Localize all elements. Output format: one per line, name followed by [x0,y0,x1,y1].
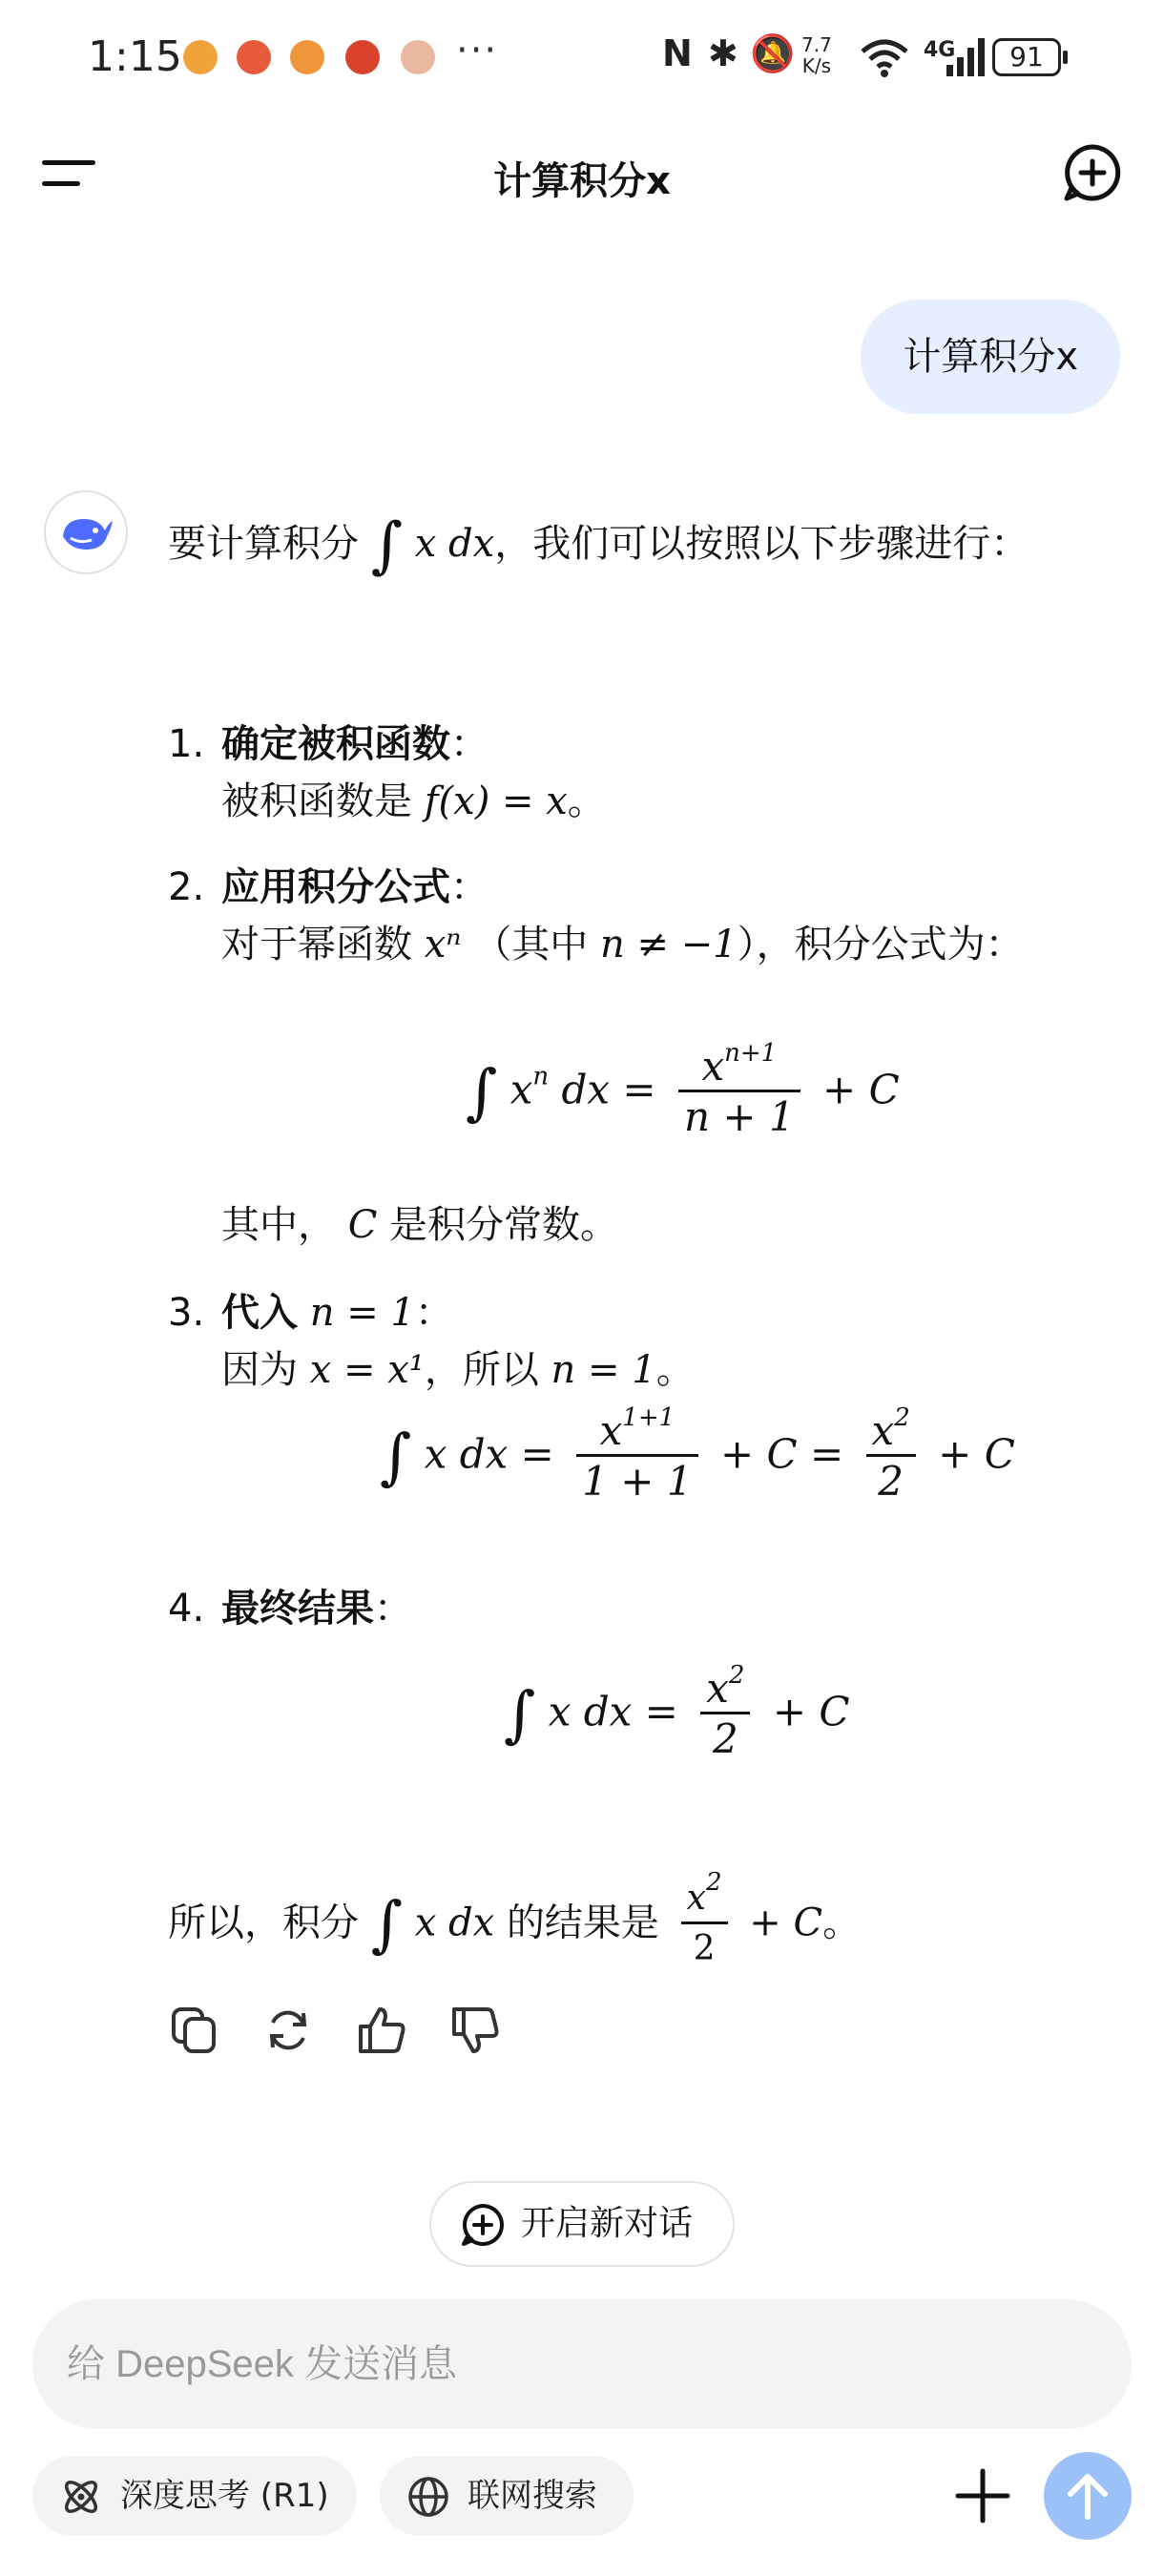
substitution-formula: ∫ x dx = $\frac{x^{1+1}}{1 + 1}$ + C = $\frac{x^2}{2}$ + C [380,1403,1015,1505]
message-input-box[interactable] [32,2299,1132,2429]
arrow-up-icon [1044,2452,1132,2540]
copy-icon[interactable] [168,2004,221,2057]
send-button[interactable] [1044,2452,1132,2540]
thumbs-down-icon[interactable] [448,2004,502,2057]
atom-icon [59,2475,103,2519]
answer-conclusion: 所以，积分 ∫ x dx 的结果是 $\frac{x^2}{2}$ + C。 [168,1876,1122,1974]
bluetooth-icon: ✱ [708,32,738,74]
power-rule-formula: ∫ $x^n$ dx = $\frac{x^{n+1}}{n + 1}$ + C [466,1039,900,1140]
attach-plus-icon[interactable] [945,2458,1021,2534]
network-type: 4G [924,38,956,62]
regenerate-icon[interactable] [261,2004,315,2057]
integral-sign: ∫ [370,510,404,581]
notification-icon [183,40,218,74]
status-time: 1:15 [88,32,182,81]
whale-logo-icon [46,492,126,572]
battery-icon: 91 [992,38,1061,76]
more-notifications-icon: ··· [456,29,499,73]
new-dialog-button[interactable]: 开启新对话 [429,2181,735,2267]
thumbs-up-icon[interactable] [355,2004,408,2057]
status-bar [0,0,1164,114]
notification-icon [237,40,271,74]
wifi-icon [859,36,910,78]
answer-intro: 要计算积分 ∫ x dx，我们可以按照以下步骤进行： [168,510,1029,581]
signal-icon [945,38,987,76]
user-message-bubble: 计算积分x [861,300,1120,414]
web-search-toggle[interactable]: 联网搜索 [380,2456,634,2536]
mute-icon: 🔕 [750,32,796,74]
new-chat-icon [460,2202,506,2248]
notification-icon [290,40,324,74]
deep-think-toggle[interactable]: 深度思考 (R1) [32,2456,357,2536]
app-header [0,134,1164,219]
globe-icon [406,2475,450,2519]
new-chat-icon[interactable] [1063,143,1122,202]
notification-icon [345,40,380,74]
deepseek-avatar [44,490,128,574]
page-title: 计算积分x [493,159,671,203]
nfc-icon: N [662,32,693,74]
message-input[interactable] [67,2299,1097,2429]
final-result-formula: ∫ x dx = $\frac{x^2}{2}$ + C [504,1661,850,1762]
net-speed: 7.7 K/s [801,33,832,77]
notification-icon [401,40,435,74]
